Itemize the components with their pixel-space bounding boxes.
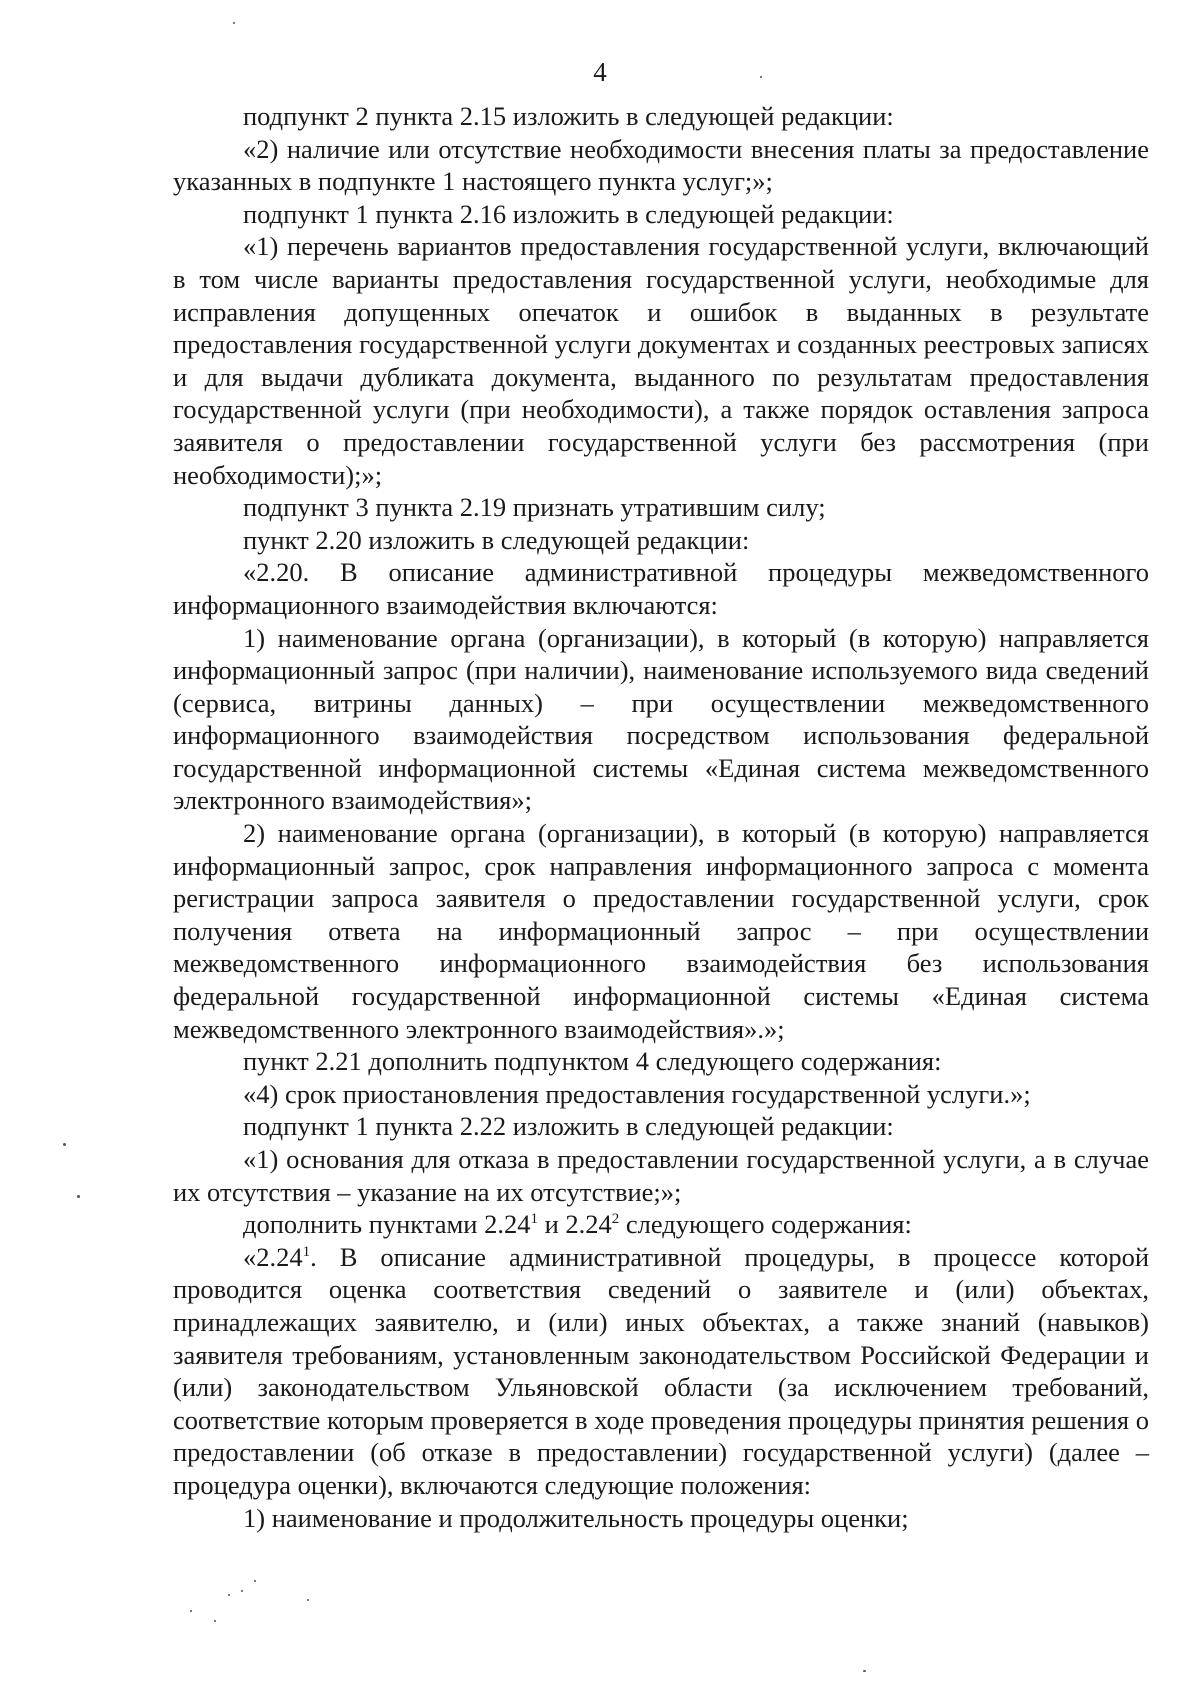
paragraph-2-24-1-text	[173, 1241, 1149, 1502]
addition-text-b: и 2.24	[537, 1209, 612, 1240]
paragraph-2-20-item-1: 1) наименование органа (организации), в который (в которую) направляется информационный запрос (при наличии), наименование используемого вида сведений (сервиса, витрины данных) – при осуществлении межведомственного информационного взаимодействия посредством использования федеральной государственной информационной системы «Единая система межведомственного электронного взаимодействия»;	[173, 622, 1149, 816]
paragraph-2-20-text: «2.20. В описание административной процедуры межведомственного информационного взаимодействия включаются:	[173, 557, 1149, 620]
paragraph-2-22-amendment: подпункт 1 пункта 2.22 изложить в следующей редакции:	[243, 1111, 894, 1142]
document-body	[173, 100, 1149, 1534]
paragraph-2-20-item-2: 2) наименование органа (организации), в который (в которую) направляется информационный запрос, срок направления информационного запроса с момента регистрации запроса заявителя о предоставлении государственной услуги, срок получения ответа на информационный запрос – при осуществлении межведомственного информационного взаимодействия без использования федеральной государственной информационной системы «Единая система межведомственного электронного взаимодействия».»;	[173, 818, 1149, 1044]
scan-speck	[863, 1670, 866, 1672]
section-text: . В описание административной процедуры, в процессе которой проводится оценка соответствия сведений о заявителе и (или) объектах, принадлежащих заявителю, и (или) иных объектах, а также знаний (навыков) заявителя требованиям, установленным законодательством Российской Федерации и (или) законодательством Ульяновской области (за исключением требований, соответствие которым проверяется в ходе проведения процедуры принятия решения о предоставлении (об отказе в предоставлении) государственной услуги) (далее – процедура оценки), включаются следующие положения:	[173, 1241, 1149, 1500]
paragraph-2-15-amendment: подпункт 2 пункта 2.15 изложить в следующей редакции:	[243, 101, 894, 131]
scan-speck	[63, 1143, 66, 1146]
superscript-2: 2	[611, 1211, 620, 1228]
scan-speck	[760, 76, 762, 78]
scan-speck	[228, 1594, 230, 1596]
scan-speck	[214, 1620, 216, 1622]
paragraph-2-19-repeal: подпункт 3 пункта 2.19 признать утратившим силу;	[243, 492, 826, 523]
paragraph-2-16-text: «1) перечень вариантов предоставления государственной услуги, включающий в том числе варианты предоставления государственной услуги, необходимые для исправления допущенных опечаток и ошибок в выданных в результате предоставления государственной услуги документах и созданных реестровых записях и для выдачи дубликата документа, выданного по результатам предоставления государственной услуги (при необходимости), а также порядок оставления запроса заявителя о предоставлении государственной услуги без рассмотрения (при необходимости);»;	[173, 231, 1149, 490]
scan-speck	[254, 1580, 256, 1582]
scan-speck	[77, 1195, 80, 1198]
paragraph-2-16-amendment: подпункт 1 пункта 2.16 изложить в следующей редакции:	[243, 198, 894, 229]
scan-speck	[233, 22, 235, 24]
scan-speck	[307, 1599, 309, 1601]
paragraph-2-20-amendment: пункт 2.20 изложить в следующей редакции:	[243, 524, 750, 555]
page-number: 4	[593, 57, 607, 87]
scan-speck	[190, 1610, 192, 1612]
addition-text-a: дополнить пунктами 2.24	[243, 1209, 531, 1240]
addition-text-c: следующего содержания:	[619, 1209, 912, 1240]
paragraph-2-21-addition: пункт 2.21 дополнить подпунктом 4 следующего содержания:	[243, 1046, 942, 1077]
paragraph-2-15-text: «2) наличие или отсутствие необходимости внесения платы за предоставление указанных в подпункте 1 настоящего пункта услуг;»;	[173, 133, 1149, 197]
paragraph-2-22-text: «1) основания для отказа в предоставлении государственной услуги, а в случае их отсутствия – указание на их отсутствие;»;	[173, 1144, 1149, 1207]
section-number: «2.24	[243, 1241, 303, 1272]
paragraph-2-24-1-item-1: 1) наименование и продолжительность процедуры оценки;	[243, 1502, 909, 1533]
paragraph-2-24-addition	[173, 1208, 1149, 1241]
section-superscript: 1	[302, 1243, 311, 1260]
superscript-1: 1	[530, 1211, 538, 1228]
scan-speck	[241, 1590, 243, 1592]
paragraph-2-21-item-4: «4) срок приостановления предоставления государственной услуги.»;	[243, 1078, 1031, 1109]
